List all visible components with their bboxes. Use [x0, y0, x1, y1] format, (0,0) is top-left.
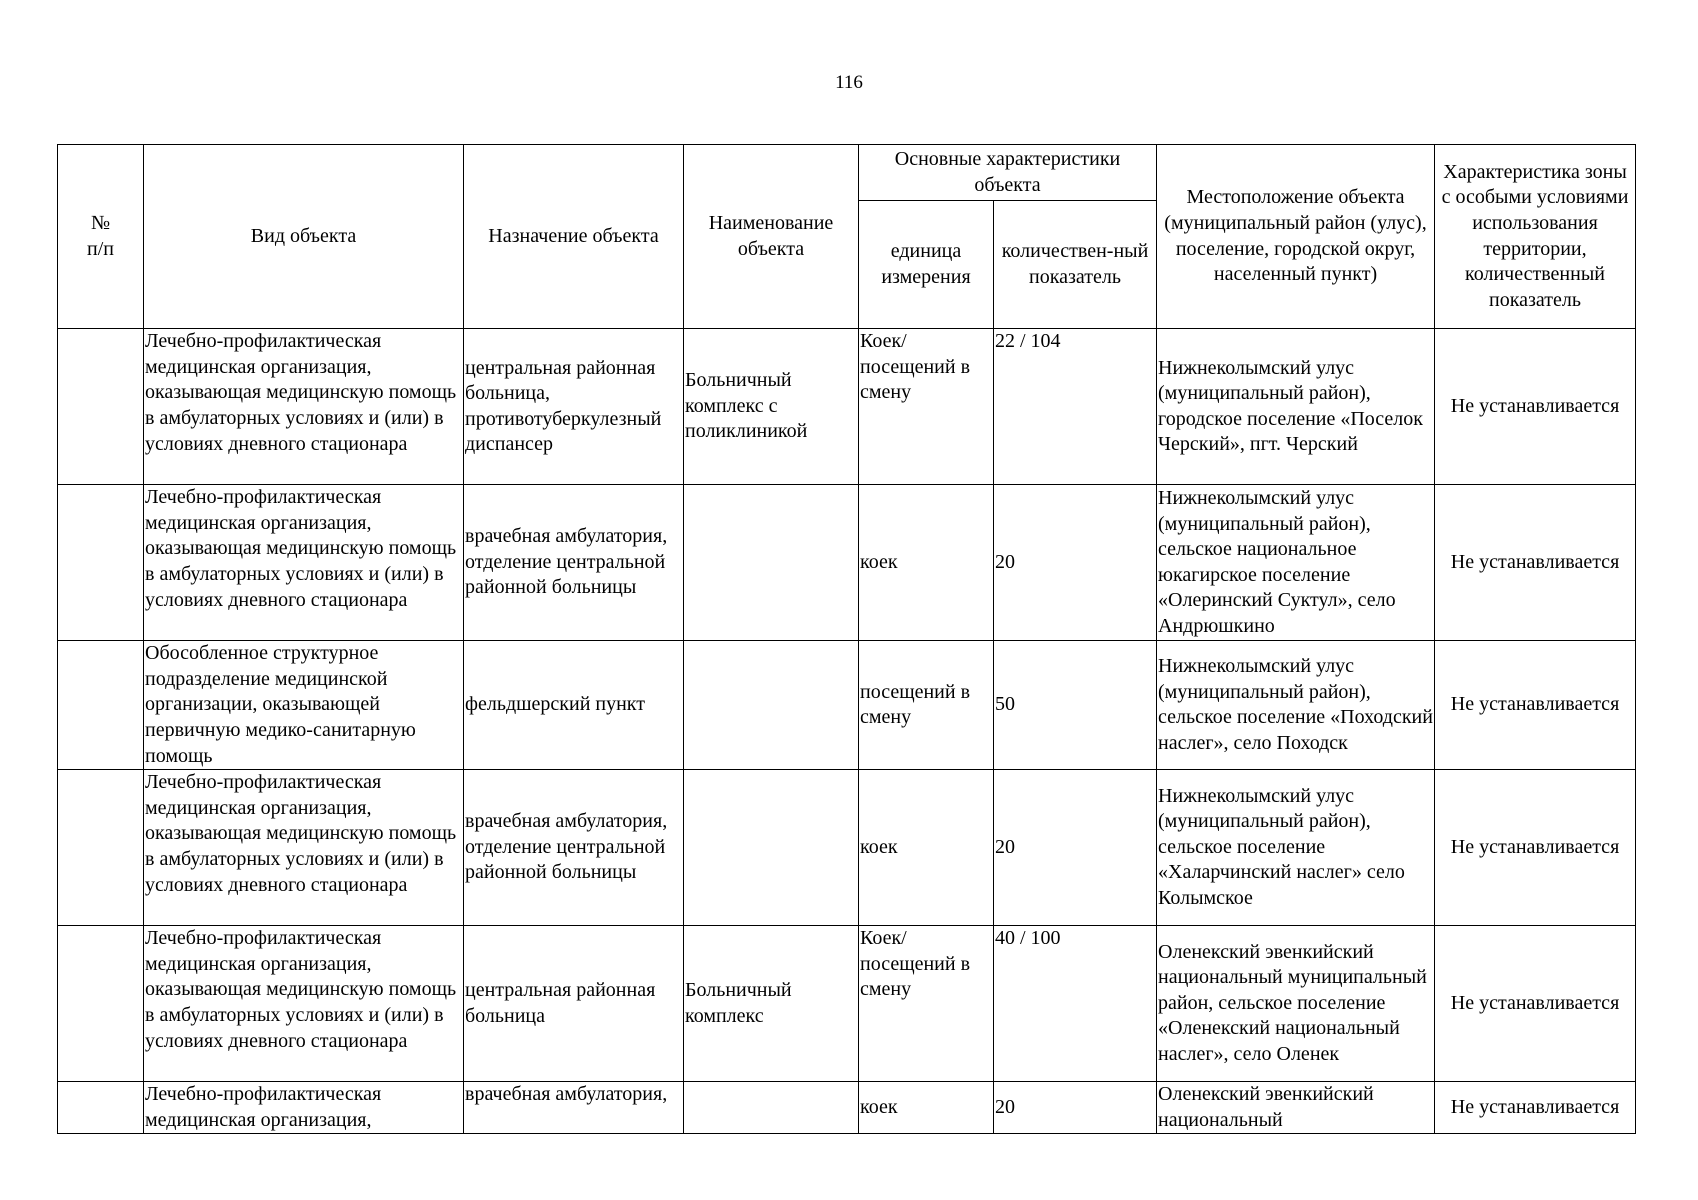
header-purpose: Назначение объекта	[464, 145, 684, 329]
cell-unit: Коек/посещений в смену	[859, 329, 994, 485]
cell-num	[58, 770, 144, 926]
table-row	[58, 641, 1636, 770]
cell-num	[58, 641, 144, 770]
cell-name: Больничный комплекс с поликлиникой	[684, 329, 859, 485]
cell-unit: коек	[859, 485, 994, 641]
cell-location: Нижнеколымский улус (муниципальный район), сельское поселение «Халарчинский наслег» село Колымское	[1157, 770, 1435, 926]
cell-unit: коек	[859, 770, 994, 926]
table-header	[58, 145, 1636, 329]
cell-location: Нижнеколымский улус (муниципальный район), городское поселение «Поселок Черский», пгт. Черский	[1157, 329, 1435, 485]
cell-quantity: 20	[994, 1082, 1157, 1134]
cell-zone: Не устанавливается	[1435, 770, 1636, 926]
cell-type: Лечебно-профилактическая медицинская организация, оказывающая медицинскую помощь в амбулаторных условиях и (или) в условиях дневного стационара	[144, 485, 464, 641]
header-zone: Характеристика зоны с особыми условиями использования территории, количественный показатель	[1435, 145, 1636, 329]
cell-purpose: врачебная амбулатория, отделение центральной районной больницы	[464, 485, 684, 641]
header-num: № п/п	[58, 145, 144, 329]
cell-type: Лечебно-профилактическая медицинская организация,	[144, 1082, 464, 1134]
cell-name	[684, 770, 859, 926]
cell-type: Обособленное структурное подразделение медицинской организации, оказывающей первичную медико-санитарную помощь	[144, 641, 464, 770]
cell-quantity: 20	[994, 770, 1157, 926]
cell-name: Больничный комплекс	[684, 926, 859, 1082]
header-unit: единица измерения	[859, 201, 994, 329]
header-characteristics: Основные характеристики объекта	[859, 145, 1157, 201]
cell-location: Нижнеколымский улус (муниципальный район), сельское поселение «Походский наслег», село Походск	[1157, 641, 1435, 770]
cell-type: Лечебно-профилактическая медицинская организация, оказывающая медицинскую помощь в амбулаторных условиях и (или) в условиях дневного стационара	[144, 329, 464, 485]
cell-purpose: врачебная амбулатория, отделение центральной районной больницы	[464, 770, 684, 926]
cell-quantity: 50	[994, 641, 1157, 770]
cell-purpose: центральная районная больница	[464, 926, 684, 1082]
cell-zone: Не устанавливается	[1435, 926, 1636, 1082]
cell-zone: Не устанавливается	[1435, 329, 1636, 485]
cell-location: Оленекский эвенкийский национальный муниципальный район, сельское поселение «Оленекский национальный наслег», село Оленек	[1157, 926, 1435, 1082]
cell-type: Лечебно-профилактическая медицинская организация, оказывающая медицинскую помощь в амбулаторных условиях и (или) в условиях дневного стационара	[144, 926, 464, 1082]
table-row	[58, 1082, 1636, 1134]
cell-num	[58, 1082, 144, 1134]
cell-num	[58, 329, 144, 485]
table-row	[58, 926, 1636, 1082]
cell-unit: Коек/посещений в смену	[859, 926, 994, 1082]
cell-unit: коек	[859, 1082, 994, 1134]
cell-location: Оленекский эвенкийский национальный	[1157, 1082, 1435, 1134]
cell-zone: Не устанавливается	[1435, 1082, 1636, 1134]
cell-num	[58, 485, 144, 641]
header-quantity: количествен-ный показатель	[994, 201, 1157, 329]
cell-quantity: 22 / 104	[994, 329, 1157, 485]
cell-quantity: 20	[994, 485, 1157, 641]
cell-unit: посещений в смену	[859, 641, 994, 770]
cell-name	[684, 641, 859, 770]
table-row	[58, 770, 1636, 926]
cell-purpose: центральная районная больница, противотуберкулезный диспансер	[464, 329, 684, 485]
cell-purpose: фельдшерский пункт	[464, 641, 684, 770]
table-row	[58, 485, 1636, 641]
cell-name	[684, 485, 859, 641]
cell-type: Лечебно-профилактическая медицинская организация, оказывающая медицинскую помощь в амбулаторных условиях и (или) в условиях дневного стационара	[144, 770, 464, 926]
cell-zone: Не устанавливается	[1435, 641, 1636, 770]
header-type: Вид объекта	[144, 145, 464, 329]
objects-table	[57, 144, 1636, 1134]
table-row	[58, 329, 1636, 485]
cell-location: Нижнеколымский улус (муниципальный район), сельское национальное юкагирское поселение «Олеринский Суктул», село Андрюшкино	[1157, 485, 1435, 641]
page-number: 116	[835, 72, 863, 93]
cell-quantity: 40 / 100	[994, 926, 1157, 1082]
table-body	[58, 329, 1636, 1134]
cell-num	[58, 926, 144, 1082]
cell-purpose: врачебная амбулатория,	[464, 1082, 684, 1134]
header-location: Местоположение объекта (муниципальный район (улус), поселение, городской округ, населенный пункт)	[1157, 145, 1435, 329]
header-name: Наименование объекта	[684, 145, 859, 329]
cell-name	[684, 1082, 859, 1134]
cell-zone: Не устанавливается	[1435, 485, 1636, 641]
